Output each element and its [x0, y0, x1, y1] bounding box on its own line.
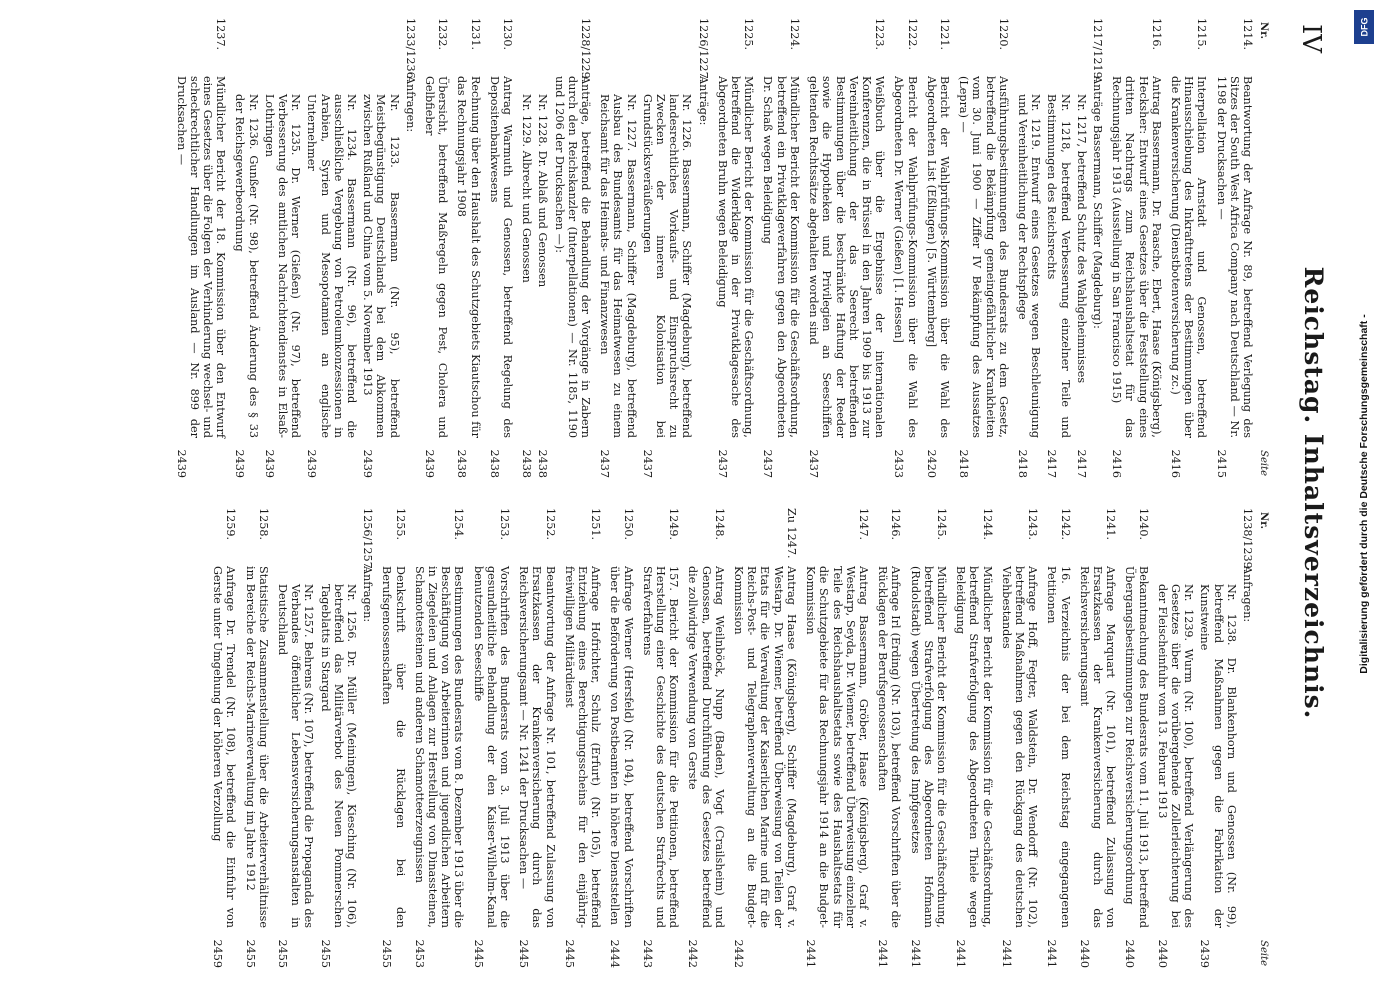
entry-text: Übersicht, betreffend Maßregeln gegen Pest, Cholera und Gelbfieber [423, 76, 450, 438]
toc-entry [732, 508, 798, 968]
entry-text: 16. Verzeichnis der bei dem Reichstag eingegangenen Petitionen [1045, 566, 1072, 928]
entry-page: 2416 [1110, 449, 1124, 478]
entry-number: 1223. [873, 18, 887, 51]
toc-entry [380, 508, 406, 968]
entry-page: 2438 [487, 449, 501, 478]
entry-text: Interpellation Arnstadt und Genossen, betreffend Hinausschiebung des Inkrafttretens der Bestimmungen über die Krankenversicherung (Dienstbotenversicherung zc.) [1168, 76, 1209, 438]
entry-page: 2415 [1214, 449, 1228, 478]
left-column [168, 18, 1270, 478]
subentry-page: 2439 [361, 449, 375, 478]
entry-text: Mündlicher Bericht der Kommission für die Geschäftsordnung, betreffend ein Privatklageverfahren gegen den Abgeordneten Dr. Schaß wegen Beleidigung [761, 76, 801, 438]
entry-number: 1230. [501, 18, 515, 51]
entry-text: Anfragen: [1241, 566, 1254, 623]
entry-number: 1258. [256, 508, 270, 541]
right-column [205, 508, 1270, 968]
entry-text: Mündlicher Bericht der Kommission für die Geschäftsordnung, betreffend die Widerklage in der Privatklagesache des Abgeordneten Bruhn wegen Beleidigung [715, 76, 756, 438]
toc-entry [1123, 508, 1149, 968]
toc-entry [243, 508, 269, 968]
toc-subentry [361, 18, 401, 478]
subentry-page: 2438 [536, 449, 550, 478]
column-header [1254, 508, 1270, 968]
toc-entry [1156, 508, 1254, 968]
entry-text: Anträge: [696, 76, 710, 126]
entry-text: Antrag Bassermann, Gröber, Haase (Königsberg), Graf v. Westarp, Seyda, Dr. Wiemer, betreffend Überweisung einzelner Teile des Reichshaushaltsetats sowie des Haushaltsetats für die Schutzgebiete für das Rechnungsjahr 1914 an die Budget-Kommission [804, 566, 870, 928]
entry-number: 1221. [937, 18, 951, 51]
entry-number: 1240. [1136, 508, 1150, 541]
entry-text: Anfrage Marquart (Nr. 101), betreffend Zulassung von Ersatzkassen der Krankenversicherung durch das Reichsversicherungsamt [1077, 566, 1118, 928]
entry-text: Antrag Weilnböck, Nupp (Baden), Vogt (Crailsheim) und Genossen, betreffend Durchführung des Gesetzes betreffend die zollwidrige Verwendung von Gerste [686, 566, 726, 928]
entry-number: 1256/1257. [361, 508, 375, 573]
toc-entry [1214, 18, 1254, 478]
toc-subentry [276, 508, 316, 968]
toc-subentry [520, 18, 533, 478]
entry-number: 1248. [712, 508, 726, 541]
entry-page: 2437 [715, 449, 729, 478]
entry-text: Anträge, betreffend die Behandlung der Vorgänge in Zabern durch den Reichskanzler (Interpellationen) — Nr. 1185, 1190 und 1206 der Drucksachen —): [552, 76, 593, 438]
subentry-text: Nr. 1219. Entwurf eines Gesetzes wegen Beschleunigung und Vereinheitlichung der Rechtspflege [1015, 94, 1043, 438]
toc-entry [1045, 508, 1071, 968]
entry-number: 1232. [436, 18, 450, 51]
entry-page: 2445 [471, 939, 485, 968]
entry-text: 157. Bericht der Kommission für die Petitionen, betreffend Herstellung einer Geschichte des deutschen Strafrechts und Strafverfahrens [640, 566, 681, 928]
entry-page: 2459 [211, 939, 225, 968]
running-head [1288, 18, 1328, 968]
toc-subentry [641, 18, 694, 478]
entry-number: 1238/1239. [1241, 508, 1254, 573]
entry-page: 2437 [807, 449, 821, 478]
entry-number: 1254. [452, 508, 466, 541]
entry-text: Bestimmungen des Bundesrats vom 8. Dezember 1913 über die Beschäftigung von Arbeiterinnen und jugendlichen Arbeitern in Ziegeleien und Anlagen zur Herstellung von Dinassteinen, Schamottesteinen und anderen Schamotteerzeugnissen [412, 566, 466, 929]
entry-number: 1226/1227. [696, 18, 710, 83]
entry-page: 2441 [876, 939, 890, 968]
entry-text: Denkschrift über die Rücklagen bei den Berufsgenossenschaften [380, 566, 407, 928]
entry-page: 2441 [954, 939, 968, 968]
entry-text: Beantwortung der Anfrage Nr. 101, betreffend Zulassung von Ersatzkassen der Krankenversicherung durch das Reichsversicherungsamt — Nr. 1241 der Drucksachen — [517, 566, 557, 928]
digitization-stamp [1351, 14, 1377, 974]
entry-text: Ausführungsbestimmungen des Bundesrats zu dem Gesetz, betreffend die Bekämpfung gemeingefährlicher Krankheiten vom 30. Juni 1900 — Ziffer IV Bekämpfung des Aussatzes (Lepra) — [957, 76, 1010, 438]
entry-text: Antrag Bassermann, Dr. Paasche, Ebert, Haase (Königsberg), Hecksher: Entwurf eines Gesetzes über die Feststellung eines dritten Nachtrags zum Reichshaushaltsetat für das Rechnungsjahr 1913 (Ausstellung in San Francisco 1915) [1110, 76, 1163, 438]
entry-number: 1222. [905, 18, 919, 51]
toc-entry [1000, 508, 1040, 968]
toc-entry [807, 18, 886, 478]
entry-number: 1243. [1026, 508, 1040, 541]
toc-entry [761, 18, 801, 478]
entry-page: 2445 [517, 939, 531, 968]
entry-number: 1249. [667, 508, 681, 541]
toc-entry [423, 18, 449, 478]
entry-number: Zu 1247. [784, 508, 798, 559]
entry-page: 2420 [924, 449, 938, 478]
toc-entry [1016, 18, 1104, 478]
subentry-page: 2437 [598, 449, 612, 478]
entry-text: Bekanntmachung des Bundesrats vom 11. Juli 1913, betreffend Übergangsbestimmungen zur Reichsversicherungsordnung [1123, 566, 1150, 928]
subentry-text: Nr. 1239. Wurm (Nr. 100), betreffend Verlängerung des Gesetzes über die vorübergehende Zollerleichterung bei der Fleischeinfuhr vom 13. Februar 1913 [1155, 584, 1196, 928]
entry-number: 1244. [980, 508, 994, 541]
toc-entry [455, 18, 481, 478]
toc-entry [471, 508, 511, 968]
entry-text: Mündlicher Bericht der Kommission für die Geschäftsordnung, betreffend Strafverfolgung des Abgeordneten Hofmann (Rudolstadt) wegen Übertretung des Impfgesetzes [908, 566, 948, 928]
entry-page: 2439 [423, 449, 437, 478]
entry-text: Statistische Zusammenstellung über die Arbeiterverhältnisse im Bereiche der Reichs-Marineverwaltung im Jahre 1912 [243, 566, 270, 928]
entry-page: 2441 [804, 939, 818, 968]
entry-text: Anfragen: [403, 76, 417, 133]
page-number: IV [1296, 24, 1326, 54]
entry-number: 1247. [856, 508, 870, 541]
entry-text: Bericht der Wahlprüfungs-Kommission über die Wahl des Abgeordneten List (Eßlingen) [5. Württemberg] [924, 76, 951, 438]
toc-entry [716, 18, 756, 478]
subentry-text: Nr. 1233. Bassermann (Nr. 95), betreffend Meistbegünstigung Deutschlands bei dem Abkommen zwischen Rußland und China vom 5. November 1913 [361, 94, 401, 438]
toc-subentry [1156, 508, 1196, 968]
entry-text: Anfrage Dr. Trendel (Nr. 108), betreffend die Einfuhr von Gerste unter Umgehung der höheren Verzollung [211, 566, 238, 928]
toc-subentry [1045, 18, 1071, 478]
entry-text: Anfrage Hofrichter, Schulz (Erfurt) (Nr. 105), betreffend Entziehung eines Berechtigungsscheins für den einjährig-freiwilligen Militärdienst [562, 566, 603, 928]
page-title: Reichstag. Inhaltsverzeichnis. [1299, 266, 1328, 720]
toc-entry [233, 18, 417, 478]
subentry-text: Nr. 1217, betreffend Schutz des Wahlgeheimnisses [1074, 94, 1088, 384]
nr-heading: Nr. [1258, 512, 1269, 529]
toc-subentry [263, 18, 303, 478]
toc-subentry [598, 18, 638, 478]
toc-entry [276, 508, 374, 968]
toc-entry [925, 18, 951, 478]
entry-number: 1246. [889, 508, 903, 541]
entry-text: Vorschriften des Bundesrats vom 3. Juli 1913 über die gesundheitliche Behandlung der den Kaiser-Wilhelm-Kanal benutzenden Seeschiffe [471, 566, 512, 928]
seite-heading: Seite [1258, 450, 1269, 476]
toc-entry [908, 508, 948, 968]
toc-entry [892, 18, 918, 478]
toc-subentry [233, 18, 259, 478]
entry-number: 1215. [1195, 18, 1209, 51]
subentry-page: 2417 [1045, 449, 1059, 478]
subentry-text: Nr. 1236. Gunßer (Nr. 98), betreffend Änderung des § 33 der Reichsgewerbeordnung [233, 94, 260, 438]
entry-number: 1214. [1241, 18, 1254, 51]
entry-number: 1216. [1149, 18, 1163, 51]
entry-number: 1251. [589, 508, 603, 541]
entry-page: 2455 [243, 939, 257, 968]
subentry-text: Nr. 1235. Dr. Werner (Gießen) (Nr. 97), betreffend Verbesserung des amtlichen Nachrichtendienstes in Elsaß-Lothringen [262, 94, 303, 438]
entry-page: 2442 [686, 939, 700, 968]
entry-page: 2445 [562, 939, 576, 968]
subentry-text: Nr. 1227. Bassermann, Schiffer (Magdeburg), betreffend Ausbau des Bundesamts für das Heimatwesen zu einem Reichsamt für das Heimats- und Finanzwesen [598, 94, 638, 438]
entry-number: 1255. [393, 508, 407, 541]
toc-subentry [536, 18, 549, 478]
entry-number: 1228/1229. [579, 18, 593, 83]
toc-entry [517, 508, 557, 968]
subentry-text: Nr. 1257. Behrens (Nr. 107), betreffend die Propaganda des Verbandes öffentlicher Lebensversicherungsanstalten in Deutschland [276, 584, 316, 928]
entry-number: 1253. [498, 508, 512, 541]
toc-entry [804, 508, 870, 968]
toc-entry [598, 18, 710, 478]
entry-page: 2441 [908, 939, 922, 968]
subentry-page: 2438 [520, 449, 534, 478]
toc-entry [488, 18, 514, 478]
toc-entry [954, 508, 994, 968]
toc-entry [608, 508, 634, 968]
entry-number: 1233/1236. [403, 18, 417, 83]
entry-page: 2441 [999, 939, 1013, 968]
entry-page: 2438 [455, 449, 469, 478]
entry-number: 1231. [468, 18, 482, 51]
subentry-text: Nr. 1238. Dr. Blankenhorn und Genossen (Nr. 99), betreffend Maßnahmen gegen die Fabrikation der Kunstweine [1198, 584, 1238, 928]
entry-text: Anträge Bassermann, Schiffer (Magdeburg): [1090, 76, 1104, 329]
entry-number: 1220. [996, 18, 1010, 51]
column-header [1254, 18, 1270, 478]
entry-number: 1245. [934, 508, 948, 541]
entry-text: Weißbuch über die Ergebnisse der internationalen Konferenzen, die in Brüssel in den Jahren 1909 bis 1913 zur Vereinheitlichung der das Seerecht betreffenden Bestimmungen über die beschränkte Haftung der Reeder sowie die Hypotheken und Privilegien an Seeschiffen geltenden Rechtssätze abgehalten worden sind [807, 76, 887, 438]
entry-text: Beantwortung der Anfrage Nr. 89, betreffend Verlegung des Sitzes der South West Africa Company nach Deutschland — Nr. 1198 der Drucksachen — [1214, 76, 1254, 438]
subentry-text: Nr. 1234. Bassermann (Nr. 96), betreffend die ausschließliche Vergebung von Petroleumkonzessionen in Arabien, Syrien und Mesopotamien an englische Unternehmer [305, 94, 359, 438]
entry-page: 2433 [892, 449, 906, 478]
entry-number: 1241. [1104, 508, 1118, 541]
toc-entry [520, 18, 592, 478]
entry-page: 2453 [412, 939, 426, 968]
toc-subentry [318, 508, 358, 968]
entry-page: 2416 [1168, 449, 1182, 478]
subentry-page: 2439 [305, 449, 319, 478]
entry-number: 1224. [787, 18, 801, 51]
toc-entry [1078, 508, 1118, 968]
toc-entry [641, 508, 681, 968]
toc-entry [1110, 18, 1163, 478]
entry-text: Mündlicher Bericht der Kommission für die Geschäftsordnung, betreffend Strafverfolgung des Abgeordneten Thiele wegen Beleidigung [954, 566, 994, 928]
entry-number: 1225. [742, 18, 756, 51]
entry-page: 2418 [957, 449, 971, 478]
entry-number: 1217/1219. [1090, 18, 1104, 83]
entry-number: 1259. [224, 508, 238, 541]
entry-text: Antrag Warmuth und Genossen, betreffend Regelung des Depositenbankwesens [487, 76, 515, 438]
entry-page: 2444 [608, 939, 622, 968]
entry-text: Mündlicher Bericht der 18. Kommission über den Entwurf eines Gesetzes über die Folgen der Verhinderung wechsel- und scheckrechtlicher Handlungen im Ausland — Nr. 899 der Drucksachen — [174, 76, 228, 438]
entry-text: Anfrage Hoff, Fegter, Waldstein, Dr. Wendorff (Nr. 102), betreffend Maßnahmen gegen den Rückgang des deutschen Viehbestandes [999, 566, 1040, 928]
subentry-page: 2439 [262, 449, 276, 478]
entry-page: 2442 [732, 939, 746, 968]
subentry-page: 2455 [276, 939, 289, 968]
stamp-text: Digitalisierung gefördert durch die Deutsche Forschungsgemeinschaft - [1358, 314, 1370, 674]
toc-entry [211, 508, 237, 968]
entry-page: 2455 [380, 939, 394, 968]
entry-page: 2440 [1077, 939, 1091, 968]
toc-entry [957, 18, 1010, 478]
subentry-text: Nr. 1229. Albrecht und Genossen [520, 94, 534, 283]
subentry-page: 2455 [318, 939, 332, 968]
subentry-text: Nr. 1256. Dr. Müller (Meiningen), Kiesching (Nr. 106), betreffend das Militärverbot des Neuen Pommerschen Tageblatts in Stargard [318, 584, 359, 928]
subentry-page: 2418 [1015, 449, 1029, 478]
entry-page: 2440 [1123, 939, 1137, 968]
toc-entry [413, 508, 466, 968]
entry-page: 2443 [640, 939, 654, 968]
entry-text: Bericht der Wahlprüfungs-Kommission über die Wahl des Abgeordneten Dr. Werner (Gießen) [1. Hessen] [892, 76, 919, 438]
entry-text: Anfrage Irl (Erding) (Nr. 103), betreffend Vorschriften über die Rücklagen der Berufsgenossenschaften [876, 566, 903, 928]
dfg-logo-text: DFG [1359, 17, 1369, 37]
entry-number: 1237. [214, 18, 228, 51]
toc-entry [563, 508, 603, 968]
entry-page: 2437 [761, 449, 775, 478]
entry-number: 1242. [1058, 508, 1072, 541]
toc-entry [174, 18, 227, 478]
toc-subentry [305, 18, 358, 478]
toc-subentry [1075, 18, 1088, 478]
subentry-page: 2439 [233, 449, 247, 478]
dfg-logo [1354, 10, 1374, 44]
entry-text: Anfragen: [361, 566, 375, 623]
entry-text: Rechnung über den Haushalt des Schutzgebiets Kiautschou für das Rechnungsjahr 1908 [455, 76, 482, 438]
subentry-page: 2439 [1198, 939, 1212, 968]
toc-subentry [1198, 508, 1238, 968]
seite-heading: Seite [1258, 940, 1269, 966]
entry-text: Antrag Haase (Königsberg), Schiffer (Magdeburg), Graf v. Westarp, Dr. Wiemer, betreffend Überweisung von Teilen der Etats für die Verwaltung der Kaiserlichen Marine und für die Reichs-Post- und Telegraphenverwaltung an die Budget-Kommission [732, 566, 798, 928]
rotated-document-page [38, 18, 1328, 968]
toc-entry [876, 508, 902, 968]
subentry-text: Nr. 1218, betreffend Verbesserung einzelner Teile und Bestimmungen des Reichsrechts [1045, 94, 1072, 438]
subentry-page: 2437 [640, 449, 654, 478]
subentry-page: 2417 [1074, 449, 1088, 478]
entry-page: 2439 [174, 449, 188, 478]
toc-entry [1169, 18, 1209, 478]
nr-heading: Nr. [1258, 22, 1269, 39]
toc-entry [686, 508, 726, 968]
subentry-text: Nr. 1228. Dr. Ablaß und Genossen [536, 94, 550, 288]
subentry-page: 2440 [1155, 939, 1169, 968]
entry-text: Anfrage Werner (Hersfeld) (Nr. 104), betreffend Vorschriften über die Beförderung von Postbeamten in höhere Dienststellen [608, 566, 635, 928]
entry-number: 1252. [543, 508, 557, 541]
toc-subentry [1016, 18, 1042, 478]
entry-page: 2441 [1045, 939, 1059, 968]
subentry-text: Nr. 1226. Bassermann, Schiffer (Magdeburg), betreffend landesrechtliches Vorkaufs- und Einspruchsrecht zu Zwecken der inneren Kolonisation bei Grundstücksveräußerungen [640, 94, 694, 438]
entry-number: 1250. [621, 508, 635, 541]
